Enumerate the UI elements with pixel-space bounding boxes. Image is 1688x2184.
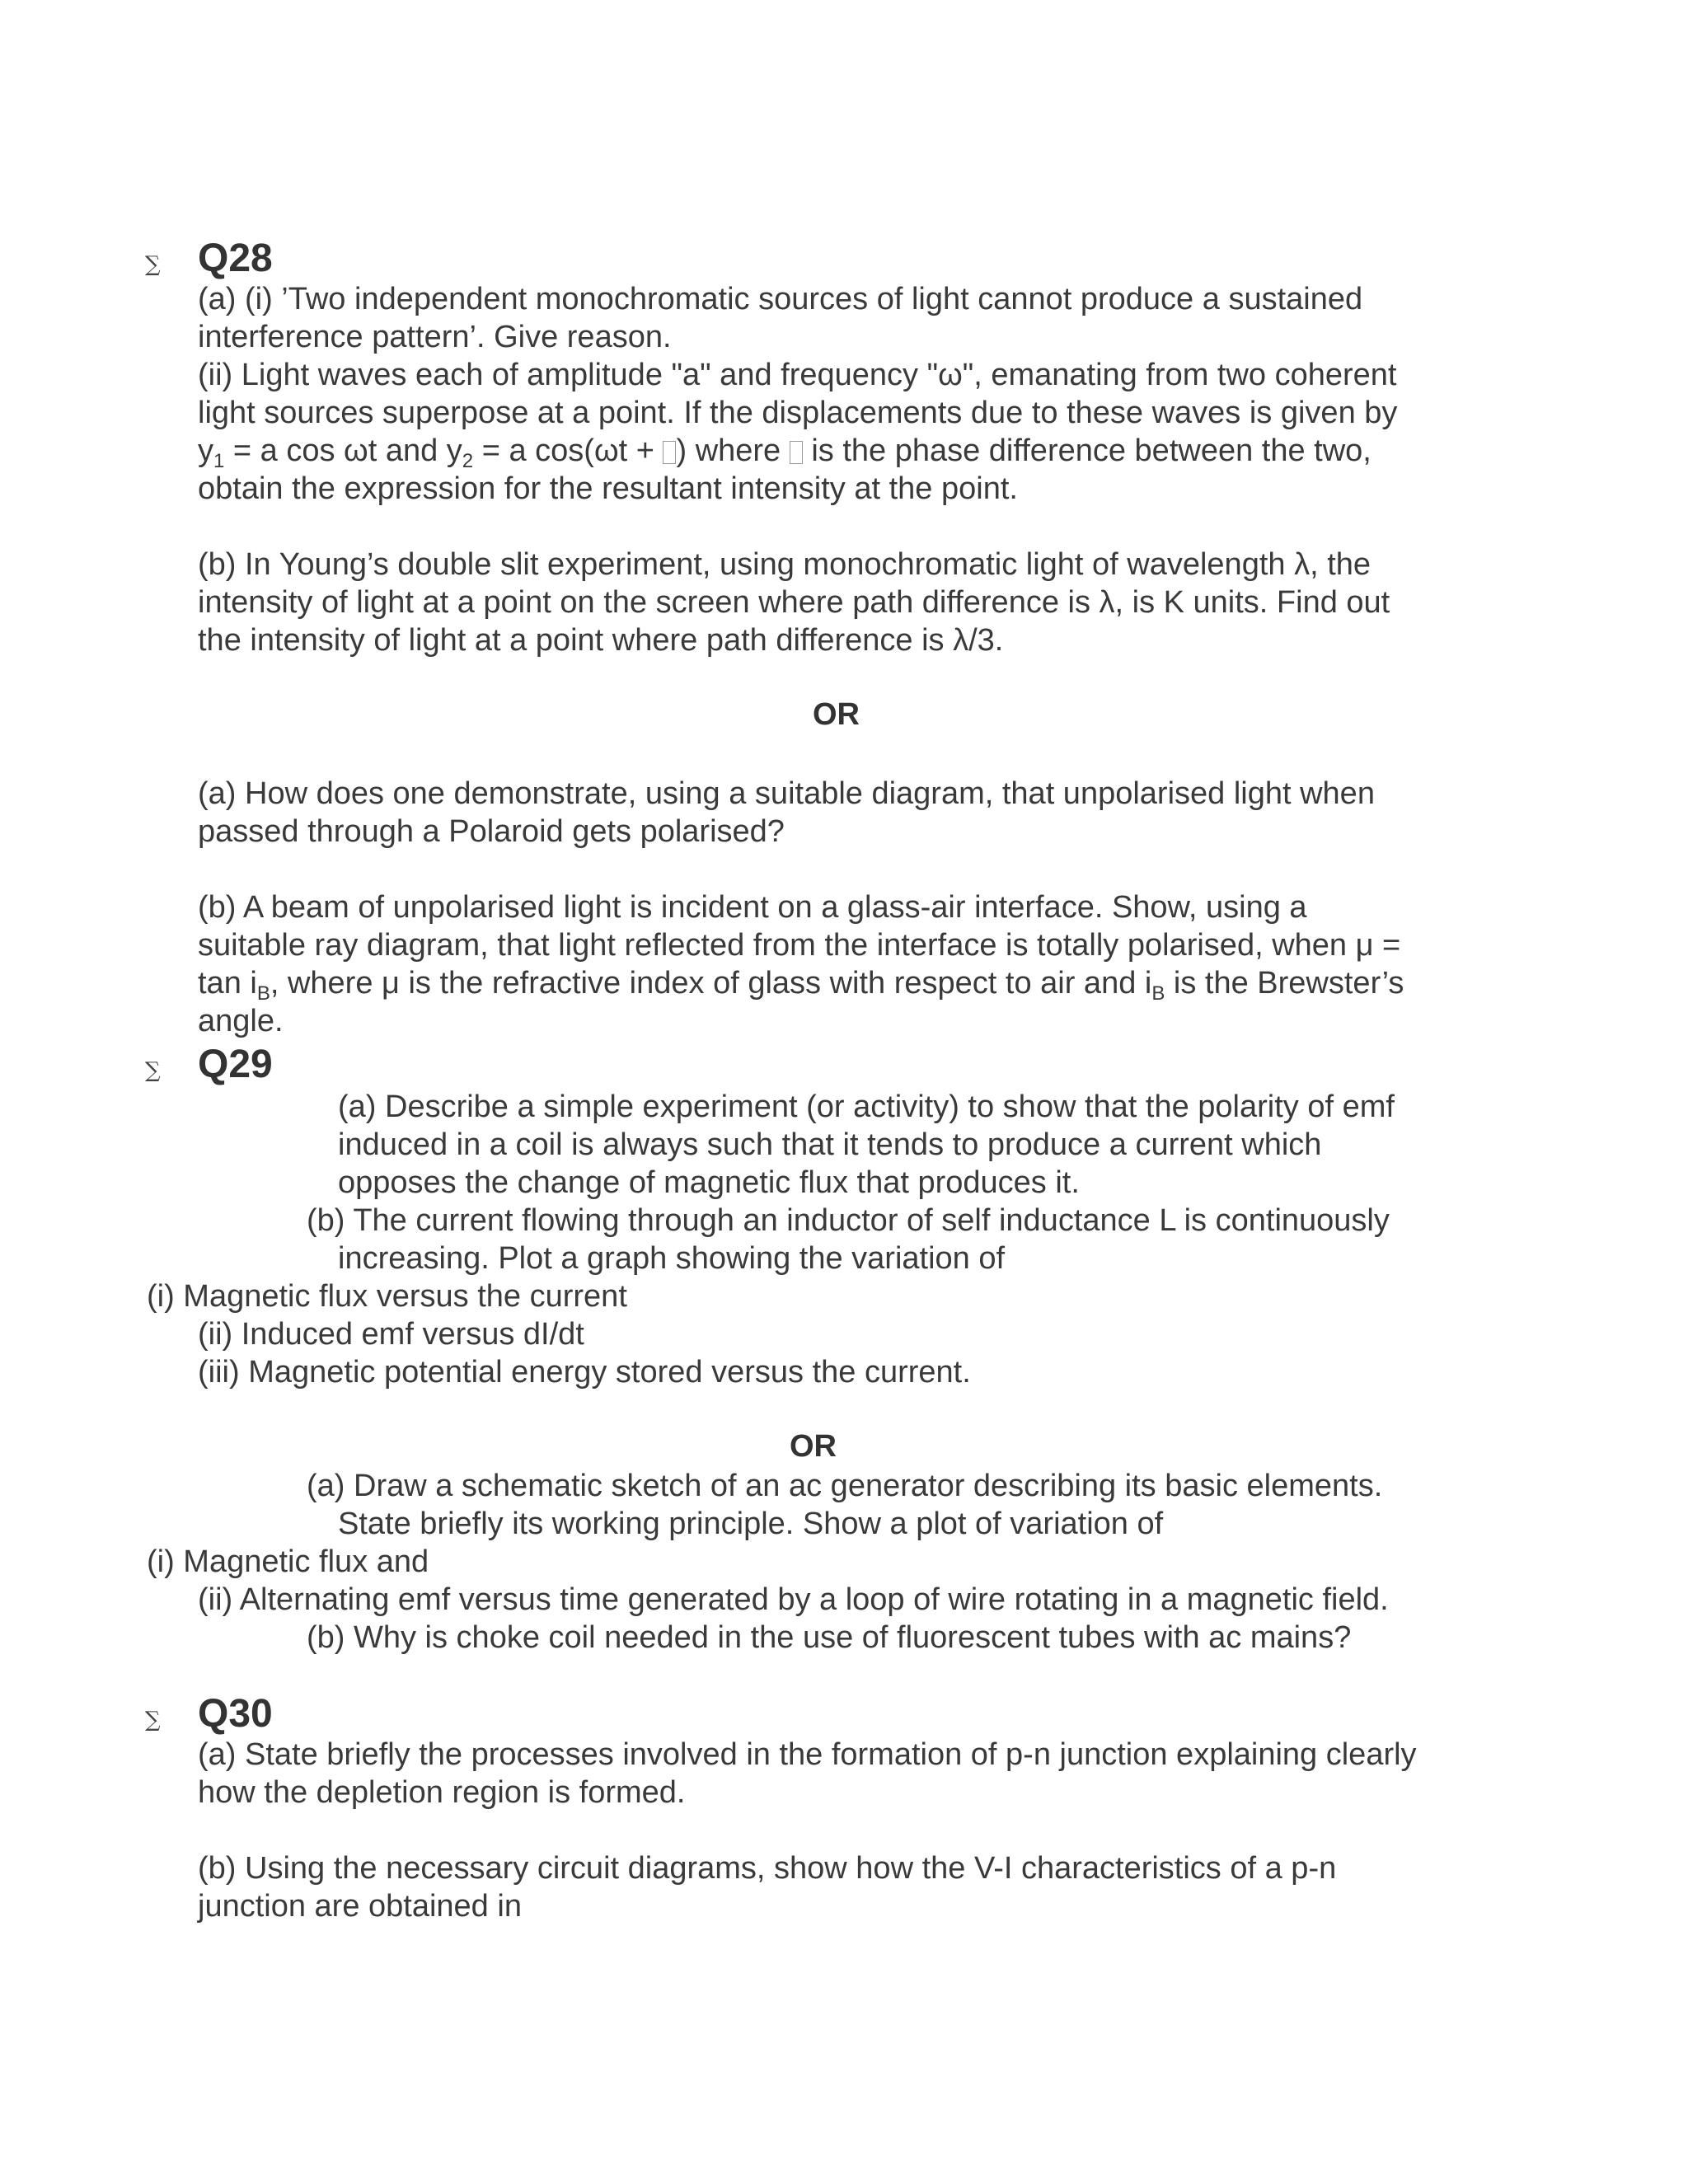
- q30-text-line: how the depletion region is formed.: [198, 1775, 686, 1810]
- q28-alt-part: tan i: [198, 966, 257, 1001]
- subscript-b: B: [1151, 982, 1165, 1005]
- q29-text-line: (iii) Magnetic potential energy stored versus the current.: [198, 1355, 971, 1390]
- missing-glyph-icon: [790, 441, 803, 464]
- q29-text-line: (i) Magnetic flux versus the current: [147, 1279, 627, 1314]
- q28-text-line: (b) A beam of unpolarised light is incident on a glass-air interface. Show, using a: [198, 890, 1307, 925]
- q29-text-line: (ii) Alternating emf versus time generated by a loop of wire rotating in a magnetic field.: [198, 1582, 1389, 1617]
- q30-text-line: (a) State briefly the processes involved in the formation of p-n junction explaining clearly: [198, 1737, 1417, 1772]
- question-heading-q29: Q29: [198, 1043, 273, 1086]
- bullet-icon: ∑: [145, 1708, 161, 1732]
- subscript-2: 2: [462, 450, 474, 472]
- q28-equation-line: [198, 432, 1372, 470]
- q29-text-line: (a) Draw a schematic sketch of an ac generator describing its basic elements.: [307, 1469, 1383, 1503]
- question-heading-q30: Q30: [198, 1692, 273, 1736]
- q28-alt-part: is the Brewster’s: [1165, 966, 1404, 1001]
- bullet-icon: ∑: [145, 1058, 161, 1083]
- missing-glyph-icon: [663, 441, 676, 464]
- q28-text-line: intensity of light at a point on the screen where path difference is λ, is K units. Find out: [198, 585, 1390, 620]
- q29-text-line: increasing. Plot a graph showing the variation of: [338, 1241, 1006, 1276]
- q28-text-line: passed through a Polaroid gets polarised?: [198, 814, 785, 849]
- q28-text-line: (a) How does one demonstrate, using a suitable diagram, that unpolarised light when: [198, 776, 1375, 811]
- q28-text-line: [198, 964, 1404, 1005]
- q29-text-line: State briefly its working principle. Show a plot of variation of: [338, 1507, 1164, 1541]
- q28-eq-part: = a cos(ωt +: [473, 434, 663, 468]
- q28-eq-part: y: [198, 434, 213, 468]
- q30-text-line: junction are obtained in: [198, 1889, 522, 1924]
- q28-text-line: (b) In Young’s double slit experiment, using monochromatic light of wavelength λ, the: [198, 547, 1372, 582]
- or-separator: OR: [790, 1429, 837, 1464]
- bullet-icon: ∑: [145, 252, 161, 277]
- q28-text-line: (a) (i) ’Two independent monochromatic sources of light cannot produce a sustained: [198, 282, 1363, 316]
- q29-text-line: (ii) Induced emf versus dI/dt: [198, 1317, 584, 1352]
- q28-text-line: (ii) Light waves each of amplitude "a" and frequency "ω", emanating from two coherent: [198, 358, 1397, 392]
- subscript-b: B: [256, 982, 270, 1005]
- q28-text-line: light sources superpose at a point. If the displacements due to these waves is given by: [198, 396, 1398, 430]
- q28-text-line: angle.: [198, 1004, 284, 1038]
- q28-alt-part: , where μ is the refractive index of glass with respect to air and i: [270, 966, 1152, 1001]
- q29-text-line: induced in a coil is always such that it tends to produce a current which: [338, 1127, 1322, 1162]
- question-heading-q28: Q28: [198, 237, 273, 280]
- q28-eq-part: ) where: [676, 434, 790, 468]
- q28-text-line: interference pattern’. Give reason.: [198, 320, 672, 354]
- q29-text-line: opposes the change of magnetic flux that produces it.: [338, 1165, 1080, 1200]
- q28-text-line: obtain the expression for the resultant intensity at the point.: [198, 471, 1018, 506]
- q28-text-line: the intensity of light at a point where path difference is λ/3.: [198, 623, 1004, 658]
- or-separator: OR: [813, 697, 860, 732]
- q30-text-line: (b) Using the necessary circuit diagrams, show how the V-I characteristics of a p-n: [198, 1851, 1337, 1886]
- q28-text-line: suitable ray diagram, that light reflected from the interface is totally polarised, when μ =: [198, 928, 1401, 963]
- q29-text-line: (a) Describe a simple experiment (or activity) to show that the polarity of emf: [338, 1090, 1395, 1124]
- q28-eq-part: is the phase difference between the two,: [802, 434, 1372, 468]
- q28-eq-part: = a cos ωt and y: [224, 434, 462, 468]
- q29-text-line: (b) The current flowing through an inductor of self inductance L is continuously: [307, 1203, 1390, 1238]
- q29-text-line: (i) Magnetic flux and: [147, 1544, 429, 1579]
- q29-text-line: (b) Why is choke coil needed in the use of fluorescent tubes with ac mains?: [307, 1620, 1352, 1655]
- subscript-1: 1: [213, 450, 225, 472]
